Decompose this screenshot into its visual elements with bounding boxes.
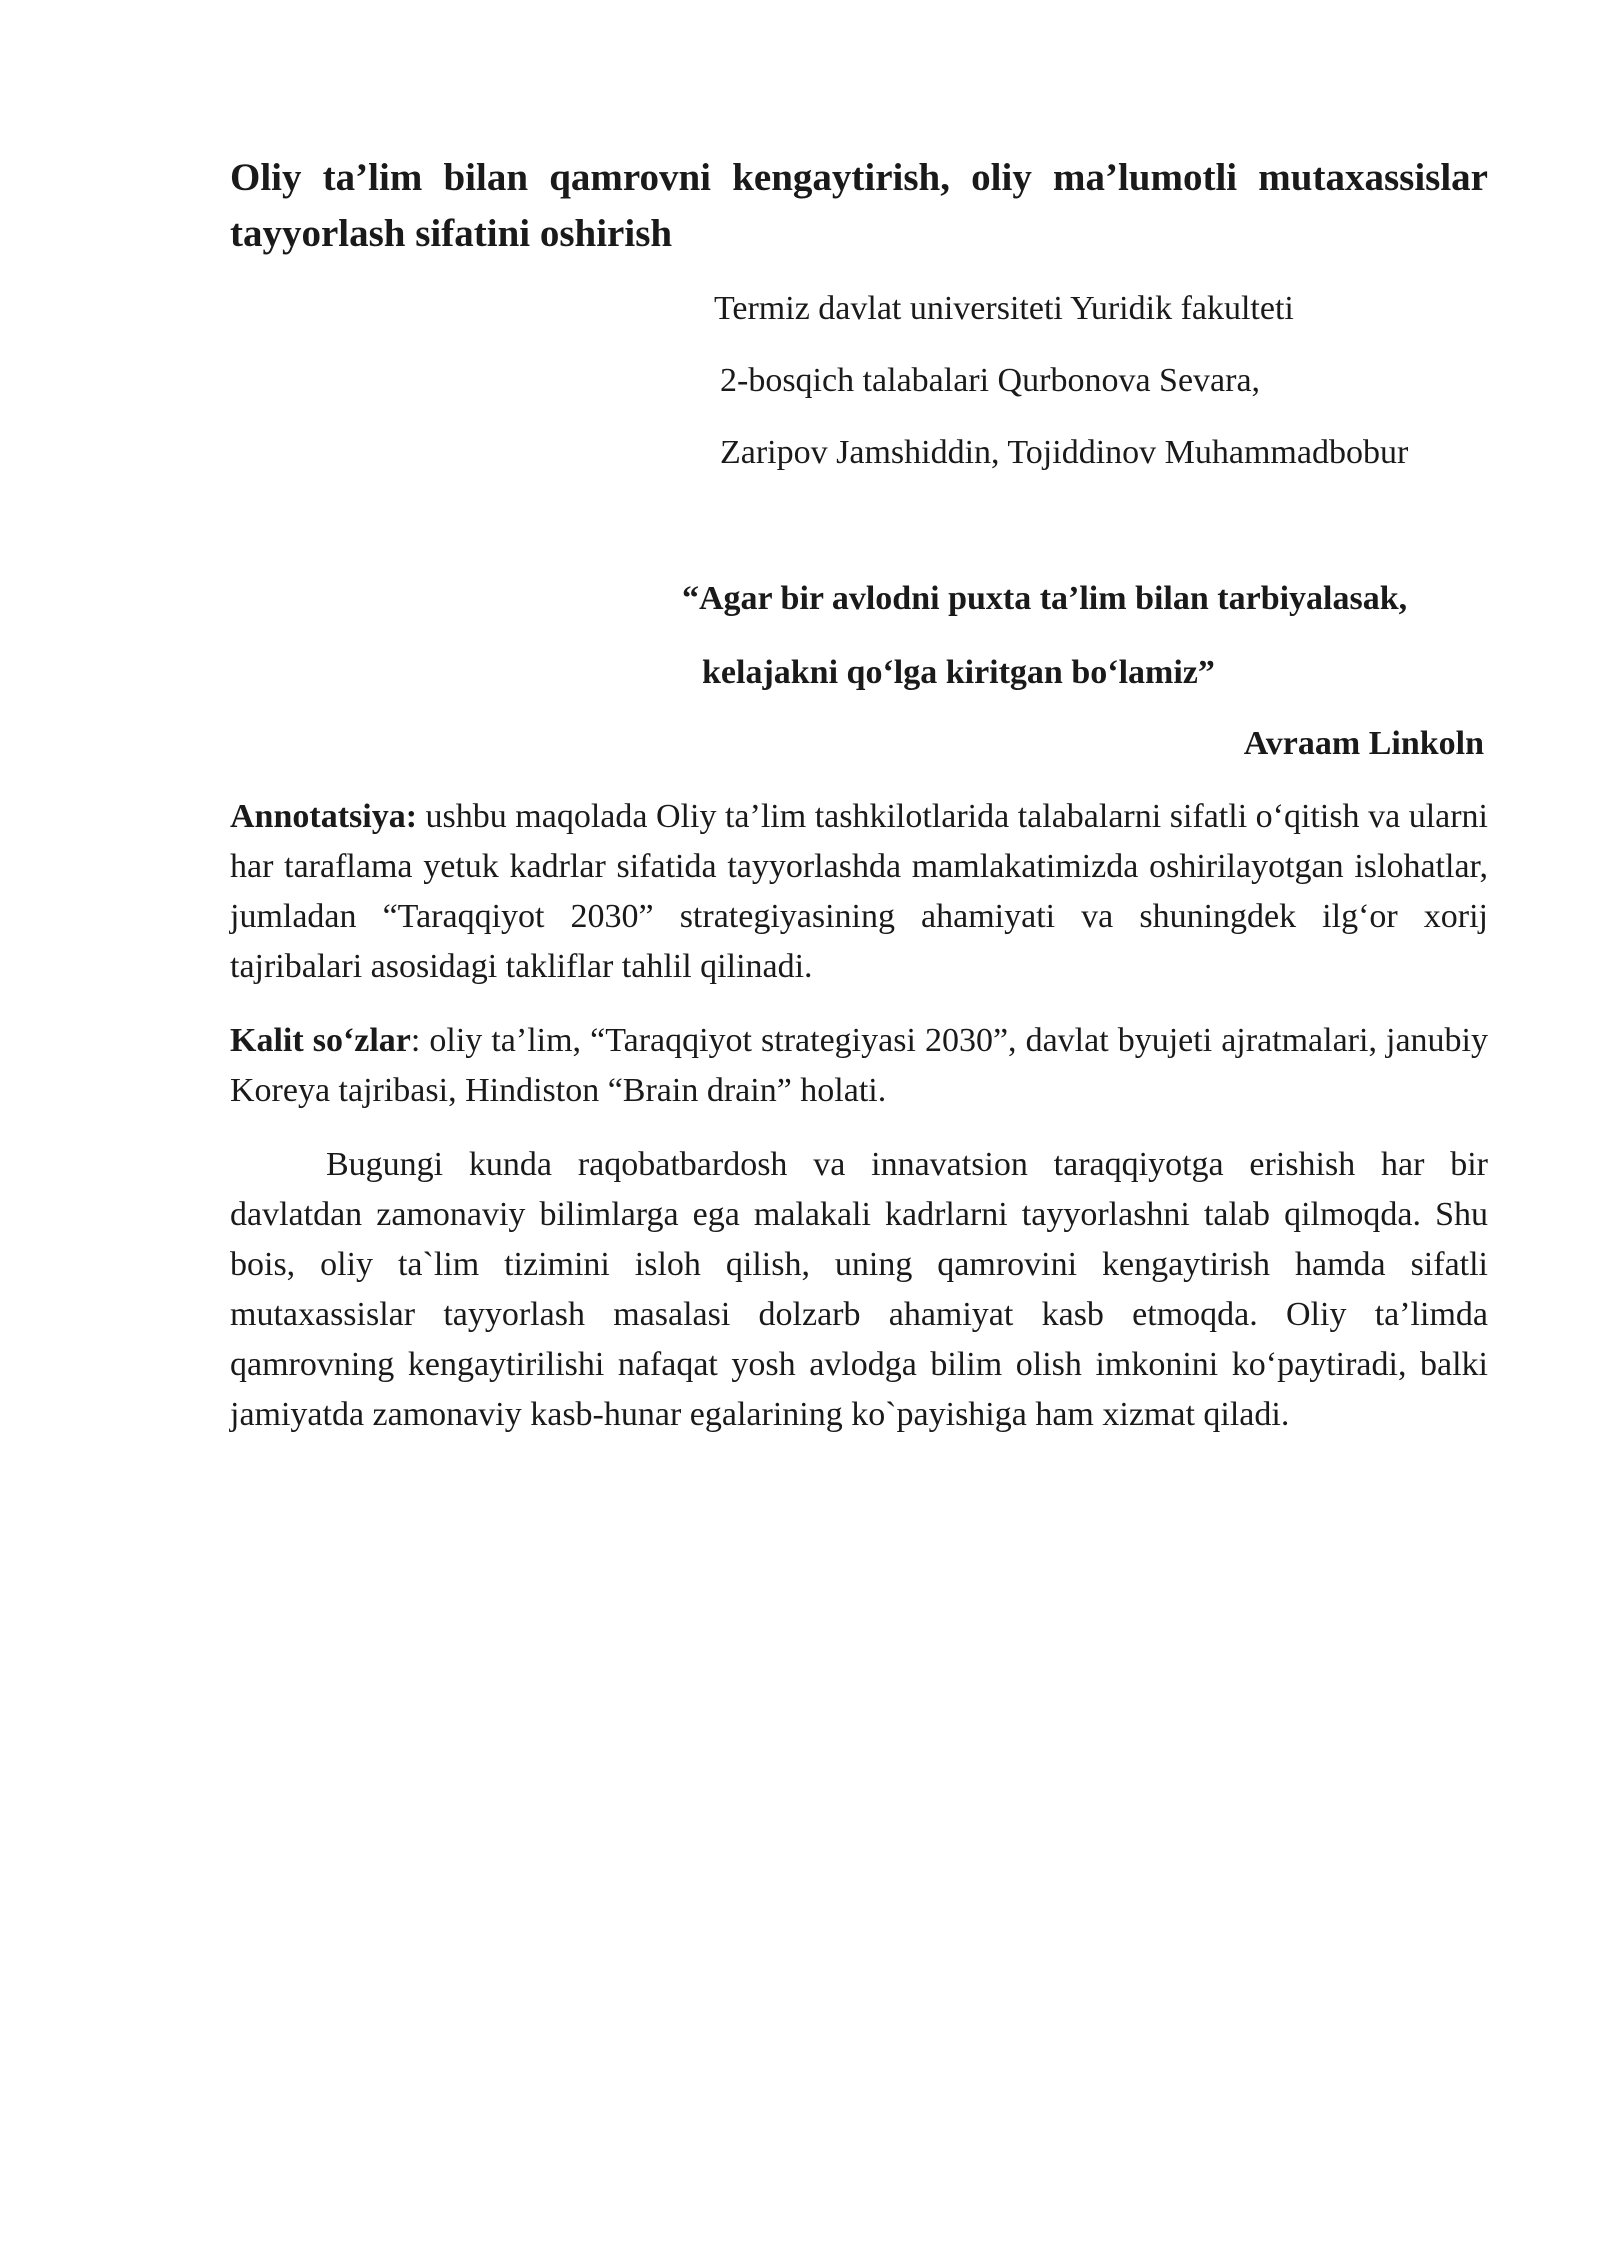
annotation-paragraph xyxy=(230,792,1488,992)
keywords-label: Kalit so‘zlar xyxy=(230,1022,411,1059)
affiliation-line-1: Termiz davlat universiteti Yuridik fakulteti xyxy=(714,290,1294,327)
keywords-text: : oliy ta’lim, “Taraqqiyot strategiyasi 2030”, davlat byujeti ajratmalari, janubiy Koreya tajribasi, Hindiston “Brain drain” holati. xyxy=(230,1022,1488,1109)
affiliation-line-2: 2-bosqich talabalari Qurbonova Sevara, xyxy=(720,362,1261,399)
affiliation-line-3: Zaripov Jamshiddin, Tojiddinov Muhammadbobur xyxy=(720,434,1409,471)
annotation-label: Annotatsiya: xyxy=(230,798,418,835)
article-title: Oliy ta’lim bilan qamrovni kengaytirish, oliy ma’lumotli mutaxassislar tayyorlash sifatini oshirish xyxy=(230,156,1488,255)
epigraph-author: Avraam Linkoln xyxy=(1243,725,1484,762)
body-paragraph: Bugungi kunda raqobatbardosh va innavatsion taraqqiyotga erishish har bir davlatdan zamonaviy bilimlarga ega malakali kadrlarni tayyorlashni talab qilmoqda. Shu bois, oliy ta`lim tizimini isloh qilish, uning qamrovini kengaytirish hamda sifatli mutaxassislar tayyorlash masalasi dolzarb ahamiyat kasb etmoqda. Oliy ta’limda qamrovning kengaytirilishi nafaqat yosh avlodga bilim olish imkonini ko‘paytiradi, balki jamiyatda zamonaviy kasb-hunar egalarining ko`payishiga ham xizmat qiladi. xyxy=(230,1146,1488,1433)
annotation-text: ushbu maqolada Oliy ta’lim tashkilotlarida talabalarni sifatli o‘qitish va ularni har taraflama yetuk kadrlar sifatida tayyorlashda mamlakatimizda oshirilayotgan islohatlar, jumladan “Taraqqiyot 2030” strategiyasining ahamiyati va shuningdek ilg‘or xorij tajribalari asosidagi takliflar tahlil qilinadi. xyxy=(230,798,1488,985)
keywords-paragraph xyxy=(230,1016,1488,1116)
epigraph-line-2: kelajakni qo‘lga kiritgan bo‘lamiz” xyxy=(702,654,1215,691)
epigraph-line-1: “Agar bir avlodni puxta ta’lim bilan tarbiyalasak, xyxy=(682,580,1408,617)
